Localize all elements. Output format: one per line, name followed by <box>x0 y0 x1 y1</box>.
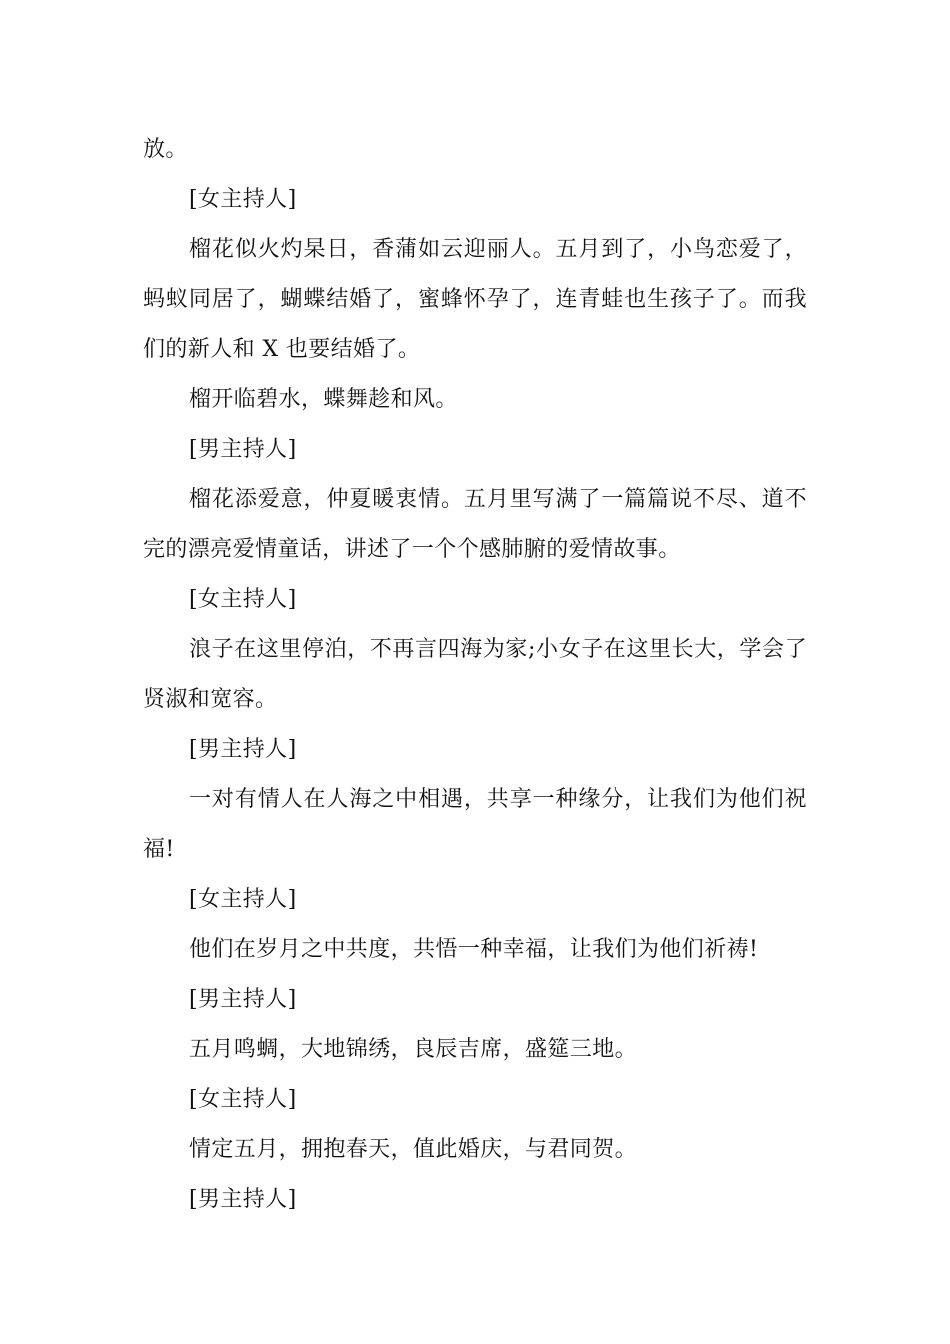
text-line: 榴花似火灼杲日，香蒲如云迎丽人。五月到了，小鸟恋爱了， <box>189 237 807 262</box>
speaker-label: [女主持人] <box>189 587 297 612</box>
text-line: 榴开临碧水，蝶舞趁和风。 <box>189 387 458 412</box>
speaker-label: [女主持人] <box>189 887 297 912</box>
text-line: 福! <box>143 837 175 862</box>
speaker-label: [男主持人] <box>189 737 297 762</box>
text-line: 贤淑和宽容。 <box>143 687 278 712</box>
text-line: 们的新人和 X 也要结婚了。 <box>143 337 421 362</box>
speaker-label: [女主持人] <box>189 187 297 212</box>
speaker-label: [女主持人] <box>189 1087 297 1112</box>
text-line: 完的漂亮爱情童话，讲述了一个个感肺腑的爱情故事。 <box>143 537 681 562</box>
text-line: 情定五月，拥抱春天，值此婚庆，与君同贺。 <box>189 1137 638 1162</box>
text-line: 一对有情人在人海之中相遇，共享一种缘分，让我们为他们祝 <box>189 787 807 812</box>
text-line: 放。 <box>143 137 188 162</box>
speaker-label: [男主持人] <box>189 987 297 1012</box>
text-line: 他们在岁月之中共度，共悟一种幸福，让我们为他们祈祷! <box>189 937 759 962</box>
text-line: 榴花添爱意，仲夏暖衷情。五月里写满了一篇篇说不尽、道不 <box>189 487 807 512</box>
speaker-label: [男主持人] <box>189 1187 297 1212</box>
text-line: 浪子在这里停泊，不再言四海为家;小女子在这里长大，学会了 <box>189 637 807 662</box>
speaker-label: [男主持人] <box>189 437 297 462</box>
text-line: 蚂蚁同居了，蝴蝶结婚了，蜜蜂怀孕了，连青蛙也生孩子了。而我 <box>143 287 807 312</box>
text-line: 五月鸣蜩，大地锦绣，良辰吉席，盛筵三地。 <box>189 1037 638 1062</box>
